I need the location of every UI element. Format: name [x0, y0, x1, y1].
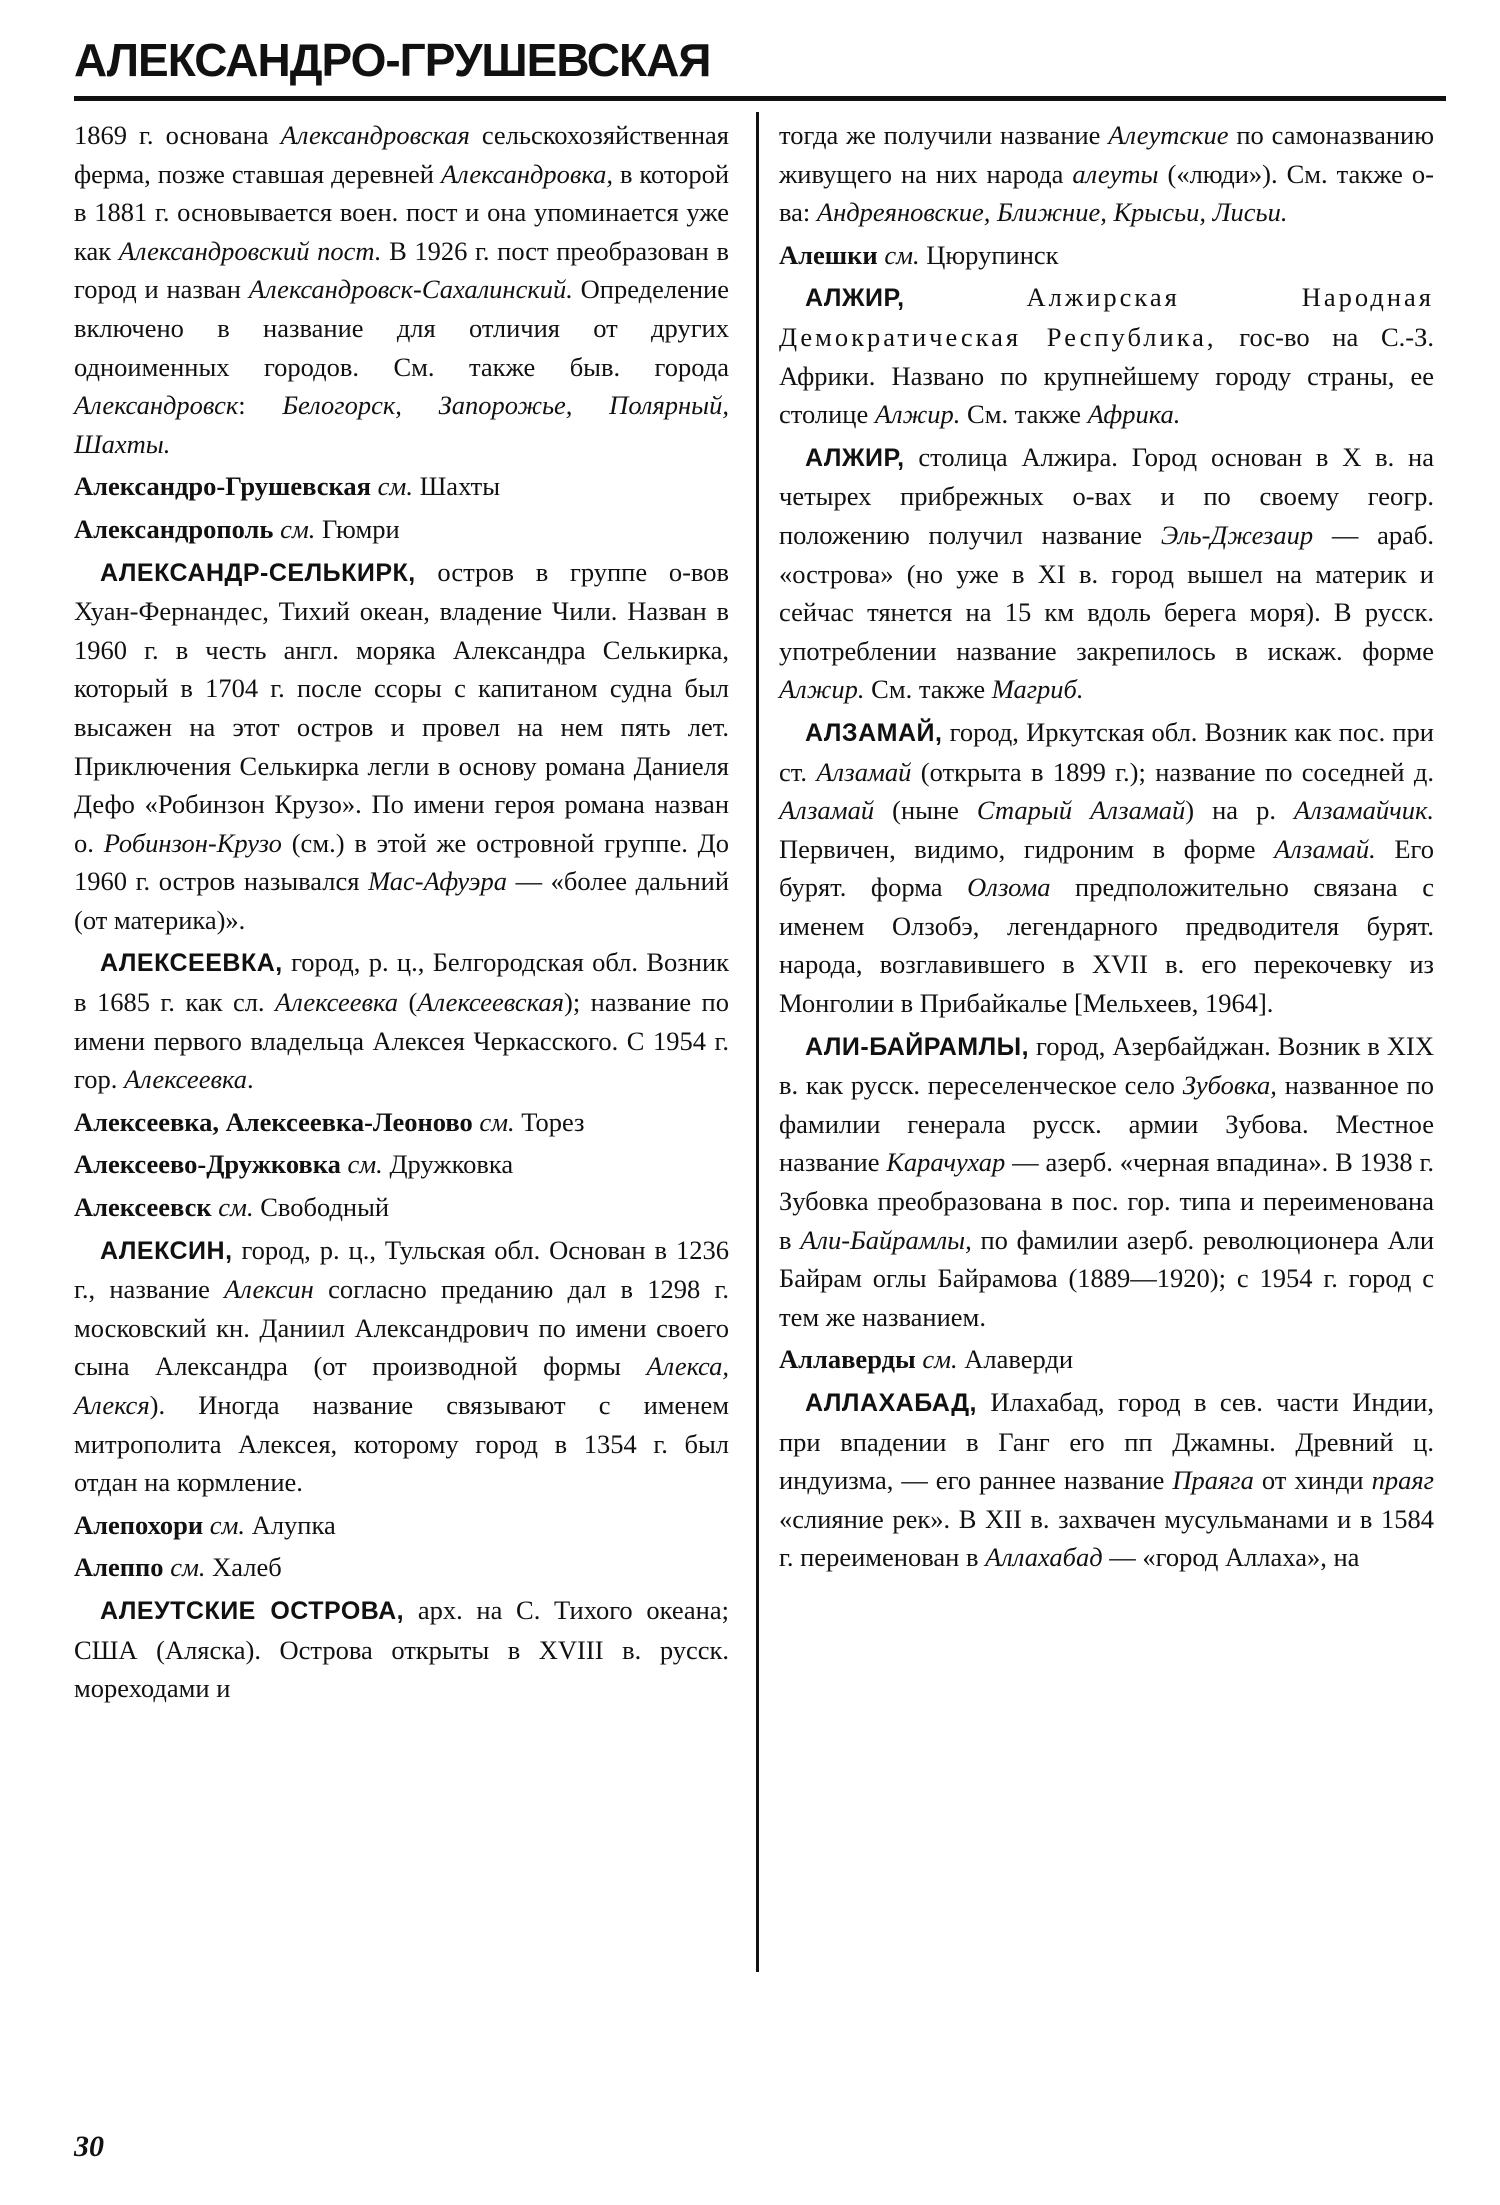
running-head: АЛЕКСАНДРО-ГРУШЕВСКАЯ [74, 34, 711, 86]
xref-entry: Алеппо см. Халеб [74, 1552, 282, 1583]
xref-entry: Алексеевск см. Свободный [74, 1192, 390, 1223]
header-rule [74, 96, 1446, 101]
entry-allahabad: АЛЛАХАБАД, Илахабад, город в сев. части Индии, при впадении в Ганг его пп Джамны. Древний ц. индуизма, — его раннее название Праяга от хинди праяг «слияние рек». В XII в. захвачен мусульманами и в 1584 г. переименован в Аллахабад — «город Аллаха», на [779, 1387, 1434, 1573]
entry-continuation: тогда же получили название Алеутские по самоназванию живущего на них народа алеуты («люди»). См. также о-ва: Андреяновские, Ближние, Крысьи, Лисьи. [779, 120, 1435, 228]
left-column [74, 116, 729, 1712]
xref-entry: Александрополь см. Гюмри [74, 513, 400, 544]
xref-entry: Алексеевка, Алексеевка-Леоново см. Торез [74, 1106, 585, 1137]
headword: АЛЕУТСКИЕ ОСТРОВА, [100, 1596, 405, 1625]
headword: АЛЕКСАНДР-СЕЛЬКИРК, [100, 558, 416, 587]
entry-alzamay: АЛЗАМАЙ, город, Иркутская обл. Возник как пос. при ст. Алзамай (открыта в 1899 г.); название по соседней д. Алзамай (ныне Старый Алзамай) на р. Алзамайчик. Первичен, видимо, гидроним в форме Алзамай. Его бурят. форма Олзома предположительно связана с именем Олзобэ, легендарного предводителя бурят. народа, возглавившего в XVII в. его перекочевку из Монголии в Прибайкалье [Мельхеев, 1964]. [779, 716, 1435, 1019]
right-column [779, 116, 1434, 1581]
entry-alekseevka: АЛЕКСЕЕВКА, город, р. ц., Белгородская обл. Возник в 1685 г. как сл. Алексеевка (Алексеевская); название по имени первого владельца Алексея Черкасского. С 1954 г. гор. Алексеевка. [74, 947, 729, 1095]
headword: АЛИ-БАЙРАМЛЫ, [805, 1032, 1030, 1061]
xref-entry: Алексеево-Дружковка см. Дружковка [74, 1149, 514, 1180]
headword: АЛЗАМАЙ, [805, 718, 943, 747]
entry-aleutian-islands: АЛЕУТСКИЕ ОСТРОВА, арх. на С. Тихого океана; США (Аляска). Острова открыты в XVIII в. русск. мореходами и [74, 1594, 729, 1704]
xref-entry: Алепохори см. Алупка [74, 1509, 336, 1540]
entry-ali-bayramly: АЛИ-БАЙРАМЛЫ, город, Азербайджан. Возник в XIX в. как русск. переселенческое село Зубовка, названное по фамилии генерала русск. армии Зубова. Местное название Карачухар — азерб. «черная впадина». В 1938 г. Зубовка преобразована в пос. гор. типа и переименована в Али-Байрамлы, по фамилии азерб. революционера Али Байрам оглы Байрамова (1889—1920); с 1954 г. город с тем же названием. [779, 1030, 1434, 1332]
headword: АЛЕКСИН, [100, 1236, 233, 1265]
headword: АЛЖИР, [805, 443, 905, 472]
page-number: 30 [74, 2130, 104, 2163]
xref-entry: Аллаверды см. Алаверди [779, 1344, 1074, 1375]
entry-algiers-city: АЛЖИР, столица Алжира. Город основан в X в. на четырех прибрежных о-вах и по своему геогр. положению получил название Эль-Джезаир — араб. «острова» (но уже в XI в. город вышел на материк и сейчас тянется на 15 км вдоль берега моря). В русск. употреблении название закрепилось в искаж. форме Алжир. См. также Магриб. [779, 441, 1434, 705]
headword: АЛЛАХАБАД, [805, 1389, 977, 1417]
entry-aleksandr-selkirk: АЛЕКСАНДР-СЕЛЬКИРК, остров в группе о-вов Хуан-Фернандес, Тихий океан, владение Чили. Назван в 1960 г. в честь англ. моряка Александра Селькирка, который в 1704 г. после ссоры с капитаном судна был высажен на этот остров и провел на нем пять лет. Приключения Селькирка легли в основу романа Даниеля Дефо «Робинзон Крузо». По имени героя романа назван о. Робинзон-Крузо (см.) в этой же островной группе. До 1960 г. остров назывался Мас-Афуэра — «более дальний (от материка)». [74, 556, 729, 935]
entry-algeria-country: АЛЖИР, Алжирская Народная Демократическая Республика, гос-во на С.-З. Африки. Названо по крупнейшему городу страны, ее столице Алжир. См. также Африка. [779, 282, 1434, 430]
headword: АЛЖИР, [805, 284, 905, 313]
xref-entry: Александро-Грушевская см. Шахты [74, 471, 501, 502]
entry-continuation: 1869 г. основана Александровская сельскохозяйственная ферма, позже ставшая деревней Александровка, в которой в 1881 г. основывается воен. пост и она упоминается уже как Александровский пост. В 1926 г. пост преобразован в город и назван Александровск-Сахалинский. Определение включено в название для отличия от других одноименных городов. См. также быв. города Александровск: Белогорск, Запорожье, Полярный, Шахты. [74, 120, 730, 459]
headword: АЛЕКСЕЕВКА, [100, 949, 283, 978]
xref-entry: Алешки см. Цюрупинск [779, 239, 1059, 270]
column-divider [756, 112, 759, 1972]
dictionary-page [74, 30, 1446, 2180]
entry-aleksin: АЛЕКСИН, город, р. ц., Тульская обл. Основан в 1236 г., название Алексин согласно преданию дал в 1298 г. московский кн. Даниил Александрович по имени своего сына Александра (от производной формы Алекса, Алекся). Иногда название связывают с именем митрополита Алексея, которому город в 1354 г. был отдан на кормление. [74, 1234, 729, 1498]
